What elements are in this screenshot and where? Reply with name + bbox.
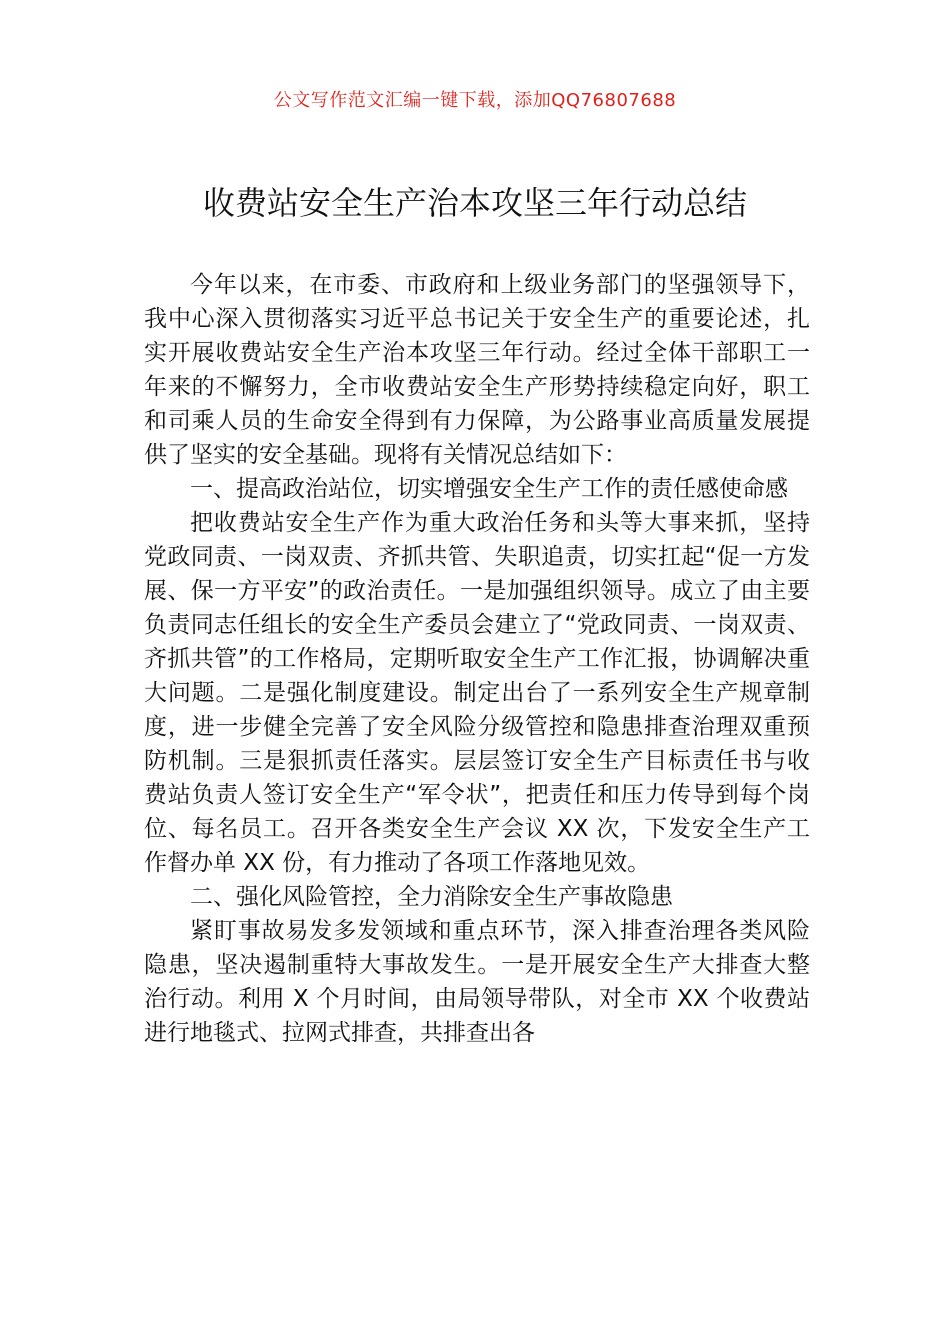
- section-paragraph-2: 紧盯事故易发多发领域和重点环节，深入排查治理各类风险隐患，坚决遏制重特大事故发生。一是开展安全生产大排查大整治行动。利用 X 个月时间，由局领导带队，对全市 XX 个收费站进行地毯式、拉网式排查，共排查出各: [144, 918, 810, 1046]
- section-paragraph-1: 把收费站安全生产作为重大政治任务和头等大事来抓，坚持党政同责、一岗双责、齐抓共管、失职追责，切实扛起“促一方发展、保一方平安”的政治责任。一是加强组织领导。成立了由主要负责同志任组长的安全生产委员会建立了“党政同责、一岗双责、齐抓共管”的工作格局，定期听取安全生产工作汇报，协调解决重大问题。二是强化制度建设。制定出台了一系列安全生产规章制度，进一步健全完善了安全风险分级管控和隐患排查治理双重预防机制。三是狠抓责任落实。层层签订安全生产目标责任书与收费站负责人签订安全生产“军令状”，把责任和压力传导到每个岗位、每名员工。召开各类安全生产会议 XX 次，下发安全生产工作督办单 XX 份，有力推动了各项工作落地见效。: [144, 510, 810, 876]
- watermark-text: 公文写作范文汇编一键下载，添加QQ76807688: [273, 90, 677, 111]
- section-heading-2: 二、强化风险管控，全力消除安全生产事故隐患: [190, 884, 673, 910]
- section-heading-1: 一、提高政治站位，切实增强安全生产工作的责任感使命感: [190, 476, 788, 502]
- document-body: [144, 268, 810, 1050]
- document-title: 收费站安全生产治本攻坚三年行动总结: [202, 184, 747, 222]
- intro-paragraph: 今年以来，在市委、市政府和上级业务部门的坚强领导下，我中心深入贯彻落实习近平总书记关于安全生产的重要论述，扎实开展收费站安全生产治本攻坚三年行动。经过全体干部职工一年来的不懈努力，全市收费站安全生产形势持续稳定向好，职工和司乘人员的生命安全得到有力保障，为公路事业高质量发展提供了坚实的安全基础。现将有关情况总结如下：: [144, 272, 810, 468]
